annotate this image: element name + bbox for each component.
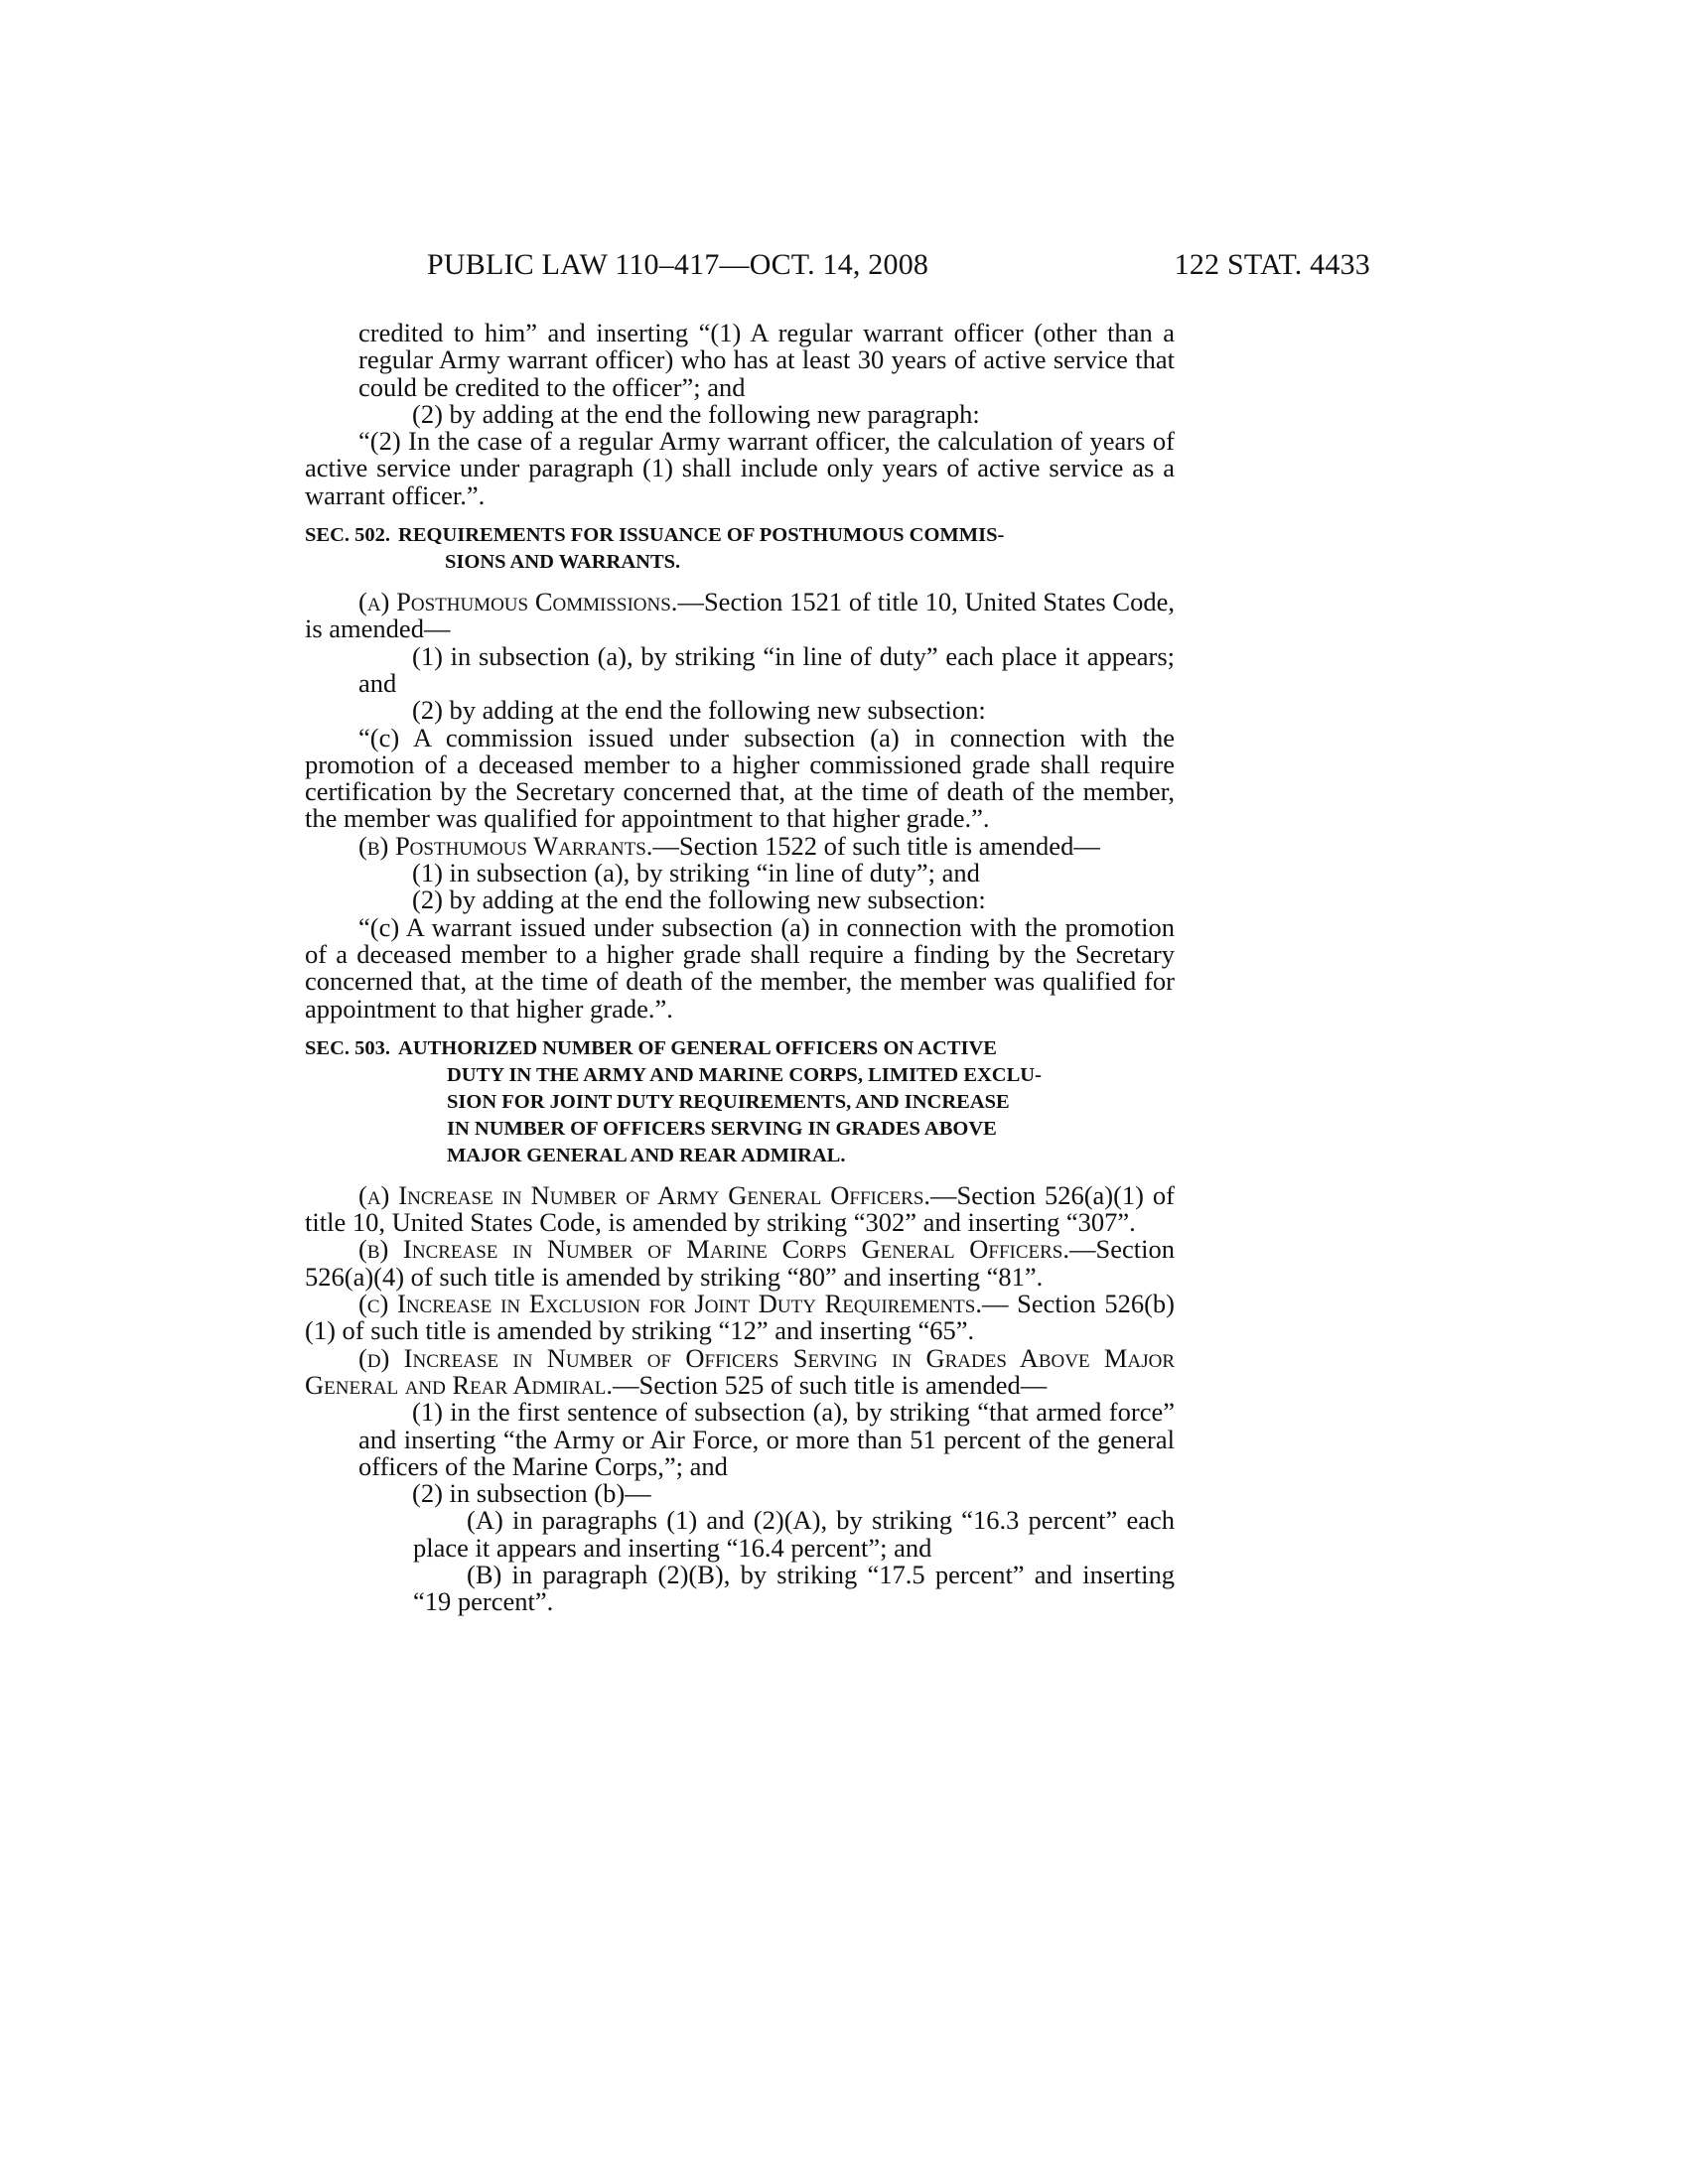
paragraph-item-2: (2) by adding at the end the following new paragraph: bbox=[412, 398, 980, 429]
paragraph-item-1: (1) in subsection (a), by striking “in line of duty” each place it appears; and bbox=[358, 640, 1175, 698]
subsection-a bbox=[305, 589, 1175, 643]
subsection-c bbox=[305, 1291, 1175, 1345]
subsection-text: —Section 1522 of such title is amended— bbox=[652, 830, 1100, 861]
subsection-heading: (b) Posthumous Warrants. bbox=[358, 830, 653, 861]
subparagraph-item-A: (A) in paragraphs (1) and (2)(A), by striking “16.3 percent” each place it appears and inserting “16.4 percent”; and bbox=[413, 1505, 1175, 1563]
running-head-stat-page: 122 STAT. 4433 bbox=[1174, 248, 1370, 281]
section-title-line: MAJOR GENERAL AND REAR ADMIRAL. bbox=[447, 1144, 846, 1166]
subsection-text: —Section 526(a)(1) of title 10, United States Code, is amended by striking “302” and inserting “307”. bbox=[305, 1179, 1175, 1238]
section-title-line: DUTY IN THE ARMY AND MARINE CORPS, LIMITED EXCLU- bbox=[447, 1063, 1042, 1086]
subsection-b bbox=[305, 830, 1175, 861]
running-head-title: PUBLIC LAW 110–417—OCT. 14, 2008 bbox=[427, 248, 929, 281]
subsection-text: —Section 525 of such title is amended— bbox=[613, 1369, 1048, 1400]
subparagraph-item-B: (B) in paragraph (2)(B), by striking “17.5 percent” and inserting “19 percent”. bbox=[413, 1559, 1175, 1617]
paragraph-item-1: (1) in subsection (a), by striking “in line of duty”; and bbox=[412, 858, 980, 888]
quoted-subsection-c: “(c) A commission issued under subsection (a) in connection with the promotion of a deceased member to a higher commissioned grade shall require certification by the Secretary concerned that, at the time of death of the member, the member was qualified for appointment to that higher grade.”. bbox=[305, 722, 1175, 834]
subsection-heading: (a) Increase in Number of Army General Officers. bbox=[358, 1179, 931, 1210]
quoted-paragraph-2: “(2) In the case of a regular Army warrant officer, the calculation of years of active service under paragraph (1) shall include only years of active service as a warrant officer.”. bbox=[305, 426, 1175, 510]
quoted-subsection-c: “(c) A warrant issued under subsection (a) in connection with the promotion of a deceased member to a higher grade shall require a finding by the Secretary concerned that, at the time of death of the member, the member was qualified for appointment to that higher grade.”. bbox=[305, 911, 1175, 1024]
section-heading-503 bbox=[305, 1035, 1175, 1169]
section-title-line: SIONS AND WARRANTS. bbox=[445, 551, 681, 574]
document-body bbox=[305, 320, 1175, 1616]
paragraph-item-2: (2) by adding at the end the following new subsection: bbox=[412, 695, 986, 726]
subsection-d bbox=[305, 1342, 1175, 1400]
paragraph-item-2: (2) in subsection (b)— bbox=[412, 1478, 651, 1509]
subsection-text: —Section 1521 of title 10, United States Code, is amended— bbox=[305, 587, 1175, 644]
subsection-heading: (c) Increase in Exclusion for Joint Duty Requirements. bbox=[358, 1289, 982, 1319]
section-number: SEC. 503. bbox=[305, 1036, 391, 1059]
running-head bbox=[427, 248, 1370, 288]
subsection-text: —Section 526(a)(4) of such title is amended by striking “80” and inserting “81”. bbox=[305, 1234, 1175, 1292]
subsection-heading: (d) Increase in Number of Officers Serving in Grades Above Major General and Rear Admiral. bbox=[305, 1342, 1175, 1400]
section-title-line: AUTHORIZED NUMBER OF GENERAL OFFICERS ON ACTIVE bbox=[398, 1036, 997, 1059]
paragraph-item-1: (1) in the first sentence of subsection (a), by striking “that armed force” and inserting “the Army or Air Force, or more than 51 percent of the general officers of the Marine Corps,”; and bbox=[358, 1397, 1175, 1481]
subsection-heading: (a) Posthumous Commissions. bbox=[358, 587, 678, 617]
subsection-a bbox=[305, 1179, 1175, 1238]
subsection-heading: (b) Increase in Number of Marine Corps General Officers. bbox=[358, 1234, 1069, 1265]
section-heading-502 bbox=[305, 522, 1175, 576]
paragraph-item-2: (2) by adding at the end the following new subsection: bbox=[412, 885, 986, 915]
paragraph-continued: credited to him” and inserting “(1) A regular warrant officer (other than a regular Army warrant officer) who has at least 30 years of active service that could be credited to the officer”; and bbox=[358, 318, 1175, 402]
subsection-b bbox=[305, 1236, 1175, 1291]
section-number: SEC. 502. bbox=[305, 524, 391, 547]
section-title-line: IN NUMBER OF OFFICERS SERVING IN GRADES ABOVE bbox=[447, 1117, 997, 1140]
subsection-text: — Section 526(b)(1) of such title is amended by striking “12” and inserting “65”. bbox=[305, 1289, 1175, 1346]
section-title-line: SION FOR JOINT DUTY REQUIREMENTS, AND INCREASE bbox=[447, 1090, 1010, 1113]
section-title-line: REQUIREMENTS FOR ISSUANCE OF POSTHUMOUS COMMIS- bbox=[398, 524, 1005, 547]
